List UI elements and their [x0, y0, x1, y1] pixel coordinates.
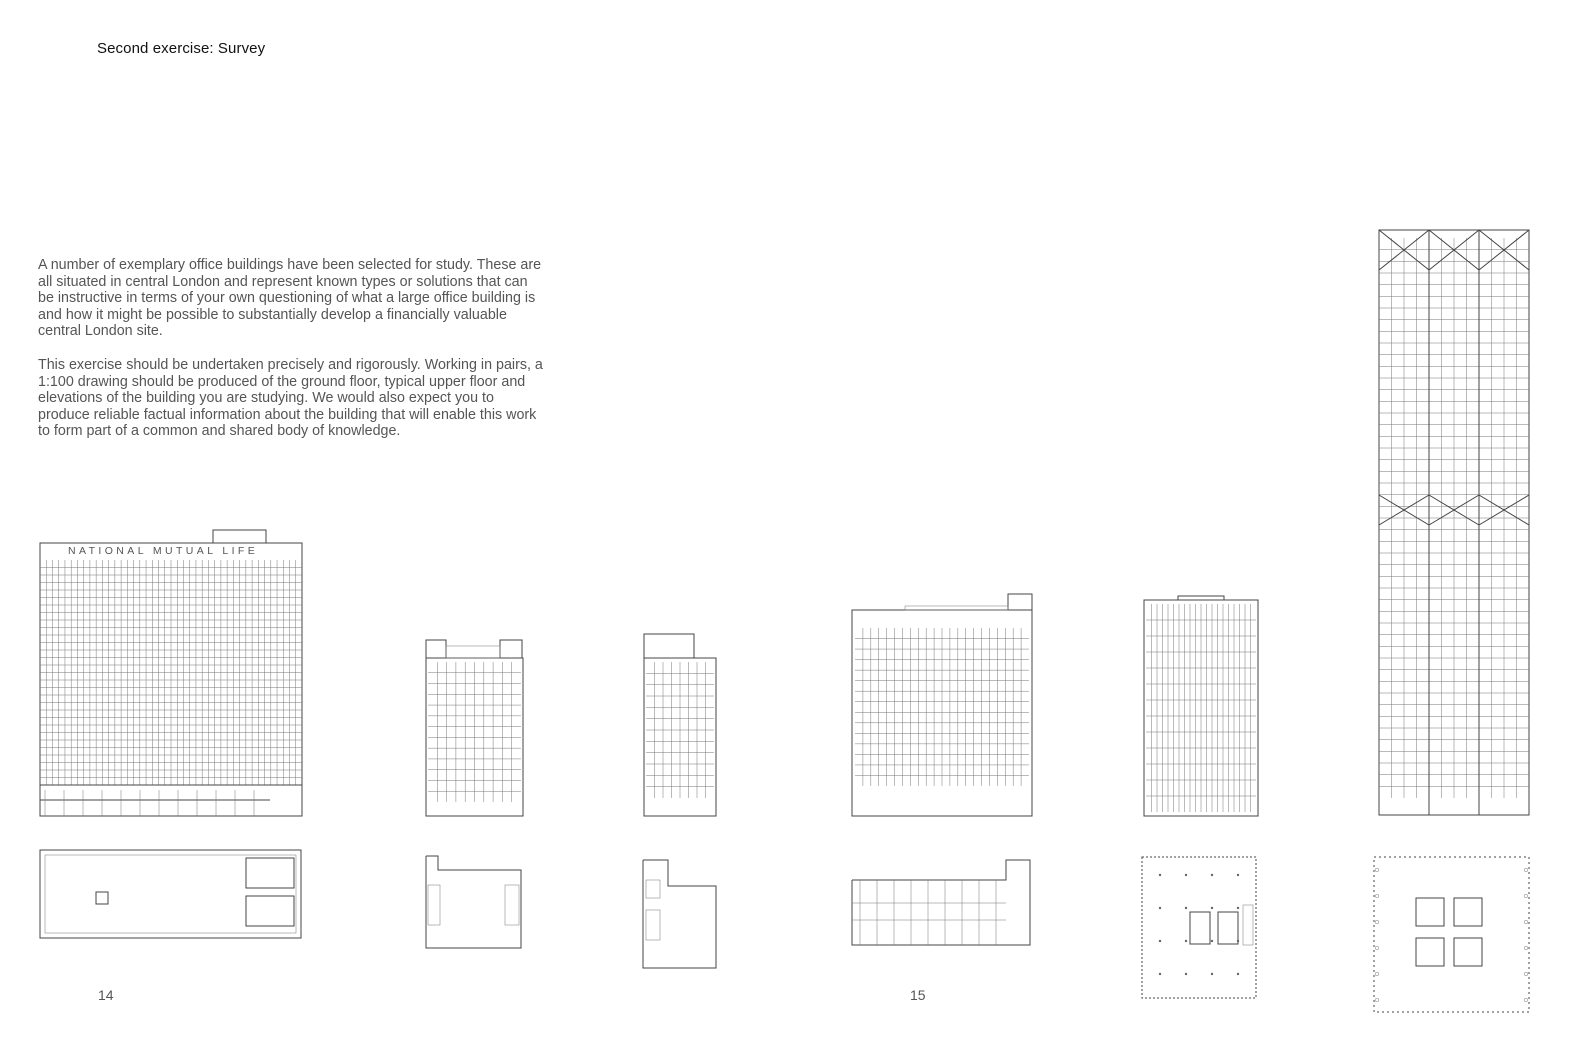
page-number-right: 15 [910, 987, 926, 1003]
plan-tower [1374, 857, 1529, 1012]
elevation-building-2 [426, 640, 523, 816]
intro-paragraph-1: A number of exemplary office buildings have been selected for study. These are all situated in central London and represent known types or solutions that can be instructive in terms of your own questioning of what a large office building is and how it might be possible to substantially develop a financially valuable central London site. [38, 257, 542, 340]
elevation-building-5 [1144, 596, 1258, 816]
intro-paragraph-2: This exercise should be undertaken precisely and rigorously. Working in pairs, a 1:100 drawing should be produced of the ground floor, typical upper floor and elevations of the building you are studying. We would also expect you to produce reliable factual information about the building that will enable this work to form part of a common and shared body of knowledge. [38, 356, 543, 440]
page-title: Second exercise: Survey [97, 40, 266, 57]
building-sign: NATIONAL MUTUAL LIFE [68, 545, 259, 557]
plan-building-5 [1142, 857, 1256, 998]
elevation-national-mutual-life [40, 530, 302, 816]
plan-building-2 [426, 856, 521, 948]
page-number-left: 14 [98, 987, 114, 1003]
elevation-tower [1379, 230, 1529, 815]
plan-building-3 [643, 860, 716, 968]
elevation-building-4 [852, 594, 1032, 816]
plan-national-mutual-life [40, 850, 301, 938]
plan-building-4 [852, 860, 1030, 945]
elevation-building-3 [644, 634, 716, 816]
